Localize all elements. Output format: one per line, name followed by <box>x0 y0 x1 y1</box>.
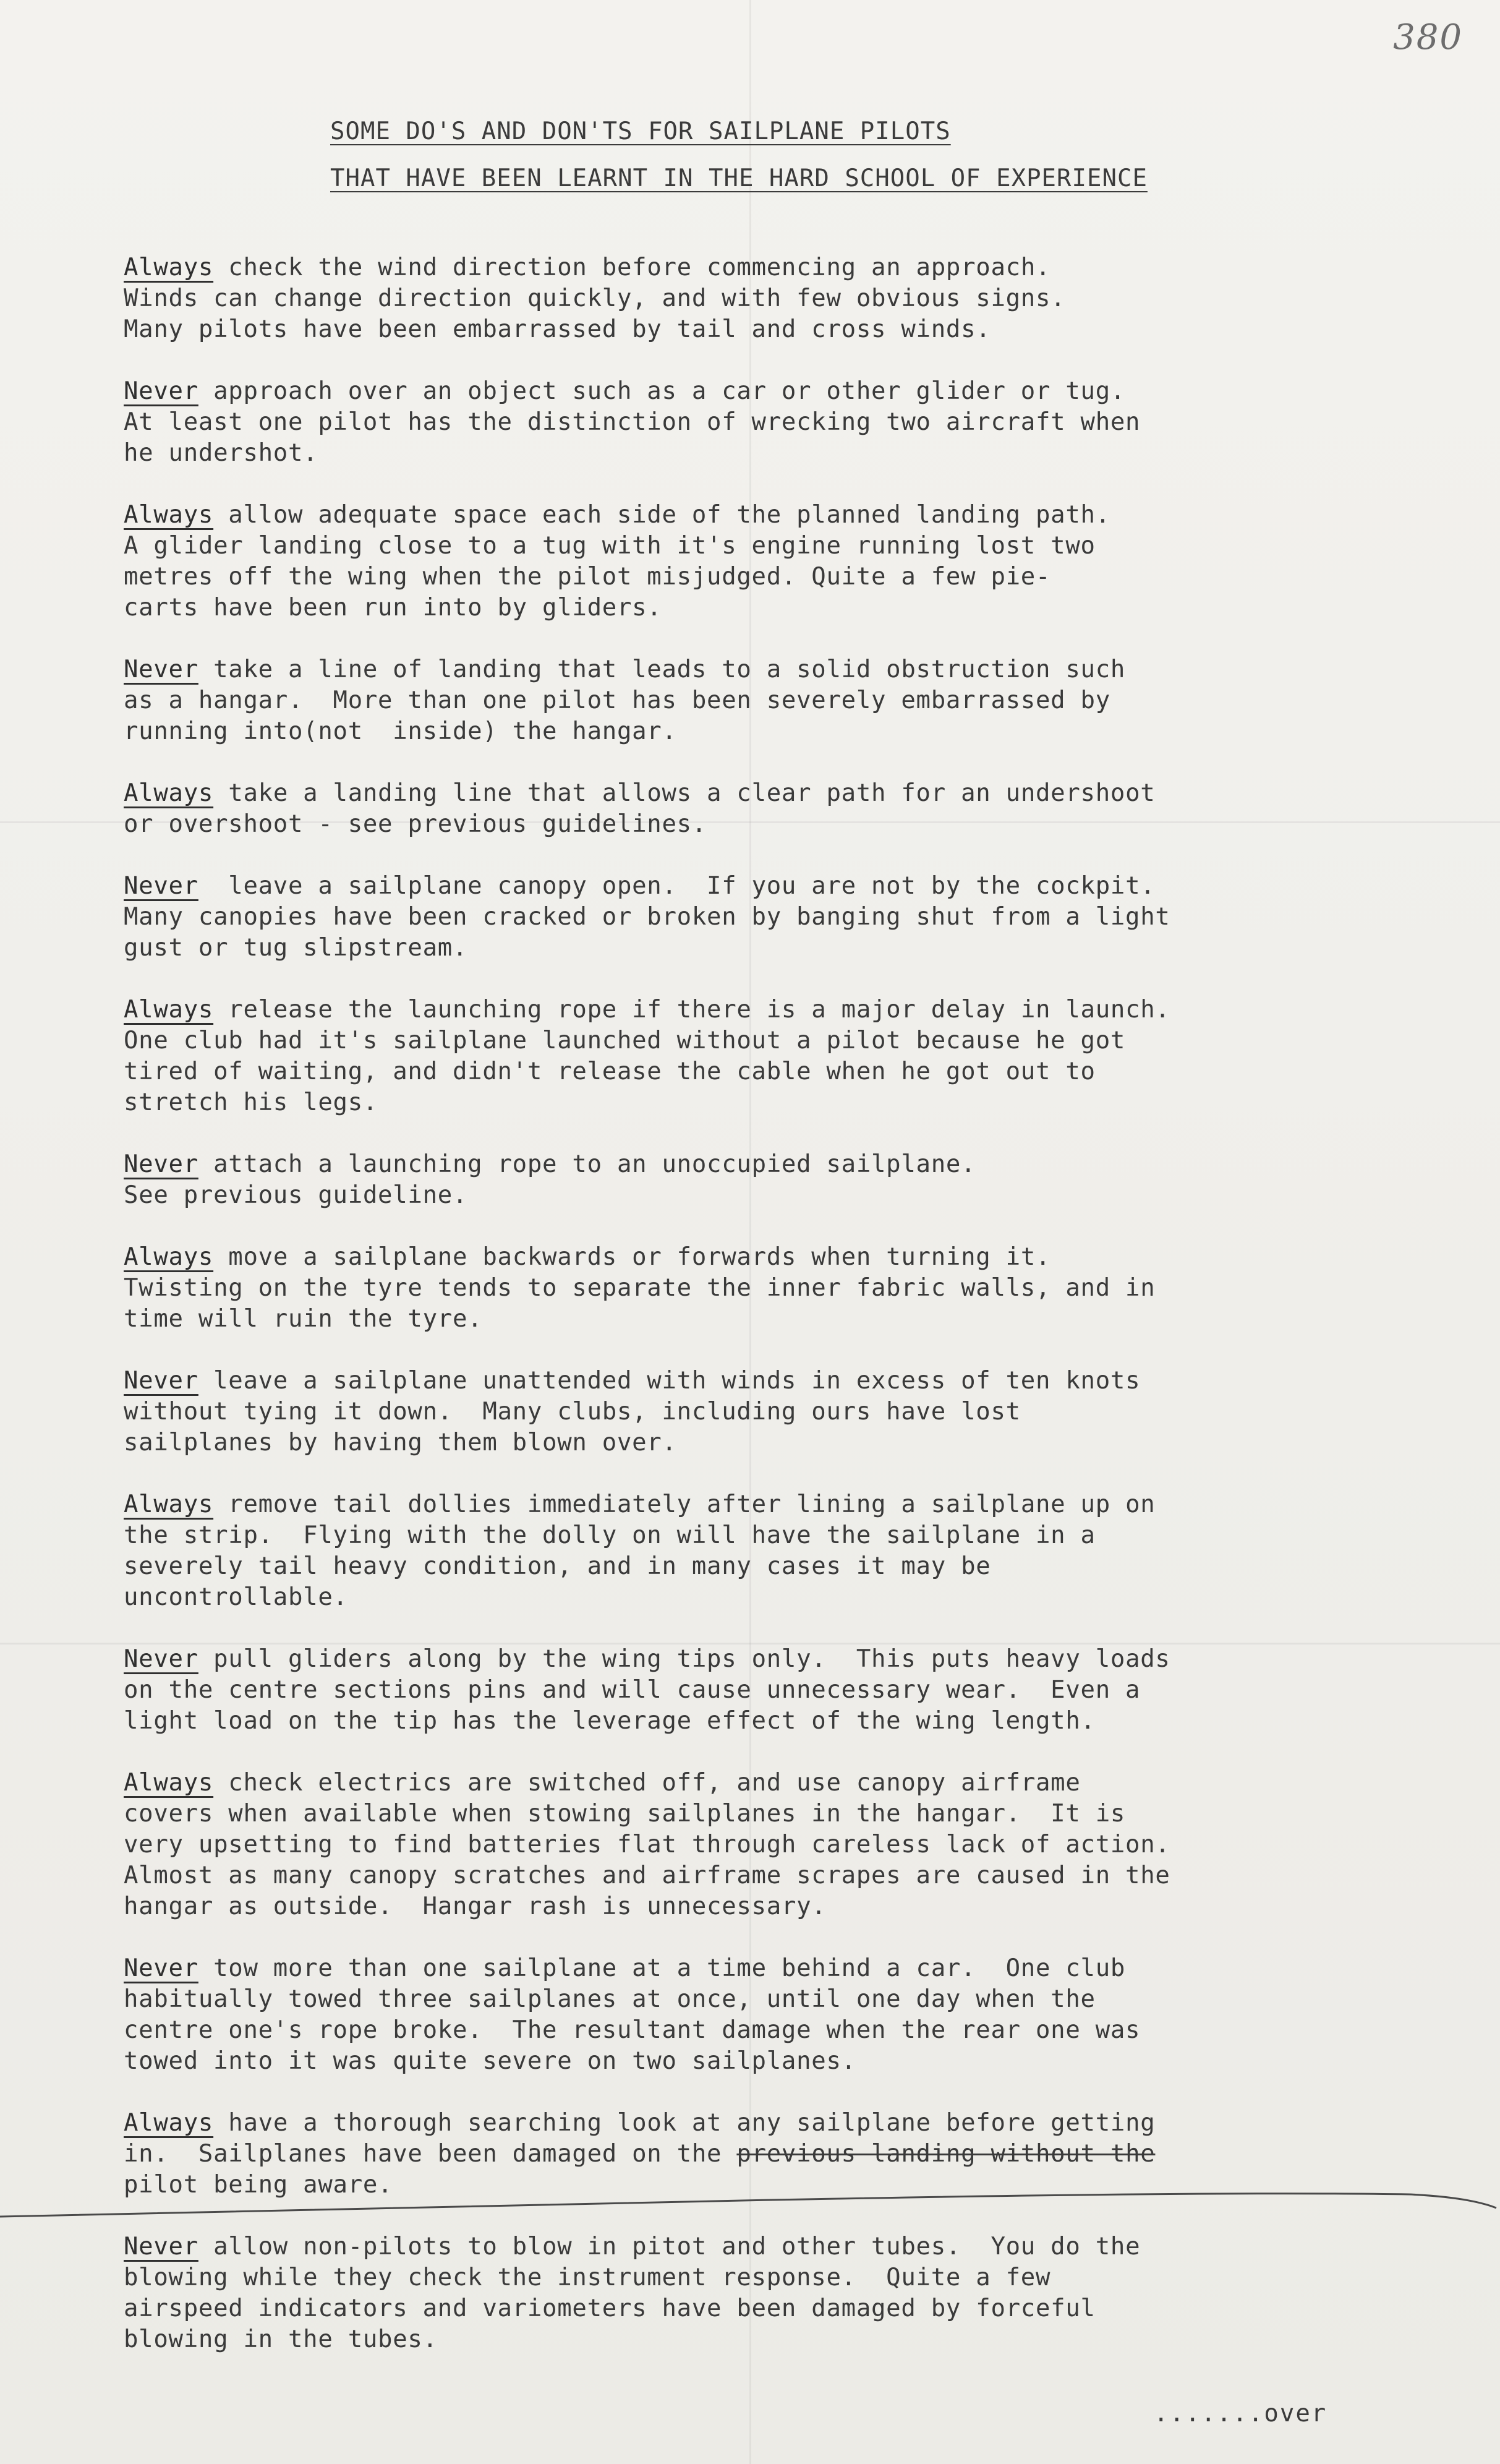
continued-over-note: .......over <box>1154 2400 1327 2428</box>
guideline-text: centre one's rope broke. The resultant damage when the rear one was <box>124 2016 1141 2044</box>
guideline-line <box>124 1799 1441 1829</box>
guideline-text: time will ruin the tyre. <box>124 1305 483 1333</box>
guideline-keyword: Always <box>124 1769 214 1797</box>
guideline-line <box>124 1056 1441 1087</box>
guideline-keyword: Always <box>124 1491 214 1518</box>
guideline-text: leave a sailplane canopy open. If you are not by the cockpit. <box>198 872 1156 900</box>
guideline-entry <box>124 1242 1441 1335</box>
document-title-line-1 <box>330 118 1332 145</box>
handwritten-page-number: 380 <box>1393 17 1463 58</box>
guideline-line <box>124 1551 1441 1582</box>
guideline-text: gust or tug slipstream. <box>124 934 468 962</box>
guideline-entry <box>124 376 1441 469</box>
guideline-text: A glider landing close to a tug with it's engine running lost two <box>124 532 1096 560</box>
guideline-text: blowing while they check the instrument response. Quite a few <box>124 2264 1051 2291</box>
guideline-line <box>124 1984 1441 2015</box>
guideline-line: pilot being aware. <box>124 2171 393 2199</box>
guideline-entry <box>124 2231 1441 2355</box>
guideline-keyword: Always <box>124 779 214 807</box>
guideline-line <box>124 1242 1441 1273</box>
hand-drawn-pen-line <box>0 2165 1500 2239</box>
guideline-line <box>124 685 1441 716</box>
guideline-line <box>124 2262 1441 2293</box>
guideline-text: take a line of landing that leads to a solid obstruction such <box>198 656 1126 683</box>
guideline-text: very upsetting to find batteries flat through careless lack of action. <box>124 1831 1170 1859</box>
guideline-keyword: Always <box>124 501 214 529</box>
document-title-line-2 <box>330 165 1332 192</box>
guideline-line <box>124 902 1441 933</box>
guideline-text: severely tail heavy condition, and in many cases it may be <box>124 1552 991 1580</box>
guideline-keyword: Never <box>124 1367 198 1395</box>
guideline-line <box>124 654 1441 685</box>
guideline-text: the strip. Flying with the dolly on will have the sailplane in a <box>124 1521 1096 1549</box>
title-text: THAT HAVE BEEN LEARNT IN THE HARD SCHOOL OF EXPERIENCE <box>330 165 1148 192</box>
guideline-line <box>124 1025 1441 1056</box>
guideline-entry <box>124 1489 1441 1613</box>
guideline-line <box>124 1582 1441 1613</box>
guideline-line <box>124 592 1441 623</box>
guideline-text: sailplanes by having them blown over. <box>124 1429 677 1457</box>
guideline-text: he undershot. <box>124 439 318 467</box>
guideline-line <box>124 1891 1441 1922</box>
guideline-line <box>124 2108 1441 2139</box>
guideline-line <box>124 2293 1441 2324</box>
guideline-text: At least one pilot has the distinction of wrecking two aircraft when <box>124 408 1141 436</box>
guideline-line <box>124 1087 1441 1118</box>
guideline-entry <box>124 1644 1441 1737</box>
guideline-list <box>124 252 1441 2386</box>
guideline-entry <box>124 995 1441 1118</box>
guideline-text: release the launching rope if there is a major delay in launch. <box>213 996 1170 1024</box>
guideline-text: Almost as many canopy scratches and airframe scrapes are caused in the <box>124 1862 1170 1889</box>
guideline-text: or overshoot - see previous guidelines. <box>124 810 707 838</box>
guideline-line <box>124 1860 1441 1891</box>
guideline-line <box>124 716 1441 747</box>
guideline-line <box>124 1397 1441 1427</box>
guideline-text: habitually towed three sailplanes at once, until one day when the <box>124 1985 1096 2013</box>
guideline-line <box>124 438 1441 469</box>
guideline-line <box>124 531 1441 562</box>
guideline-text: towed into it was quite severe on two sailplanes. <box>124 2047 856 2075</box>
guideline-keyword: Always <box>124 996 214 1024</box>
guideline-text: tired of waiting, and didn't release the cable when he got out to <box>124 1058 1096 1085</box>
guideline-text: pull gliders along by the wing tips only. This puts heavy loads <box>198 1645 1170 1673</box>
guideline-text: Winds can change direction quickly, and with few obvious signs. <box>124 284 1066 312</box>
guideline-keyword: Always <box>124 1243 214 1271</box>
guideline-text: take a landing line that allows a clear path for an undershoot <box>213 779 1156 807</box>
guideline-text: allow non-pilots to blow in pitot and other tubes. You do the <box>198 2233 1141 2261</box>
guideline-line <box>124 995 1441 1025</box>
guideline-entry <box>124 500 1441 623</box>
guideline-text: running into(not inside) the hangar. <box>124 717 677 745</box>
guideline-line <box>124 314 1441 345</box>
guideline-text: leave a sailplane unattended with winds in excess of ten knots <box>198 1367 1141 1395</box>
guideline-text: move a sailplane backwards or forwards when turning it. <box>213 1243 1051 1271</box>
guideline-text: hangar as outside. Hangar rash is unnecessary. <box>124 1893 827 1920</box>
guideline-line <box>124 1427 1441 1458</box>
guideline-line <box>124 871 1441 902</box>
guideline-line <box>124 1706 1441 1737</box>
guideline-text: metres off the wing when the pilot misjudged. Quite a few pie- <box>124 563 1051 591</box>
guideline-line <box>124 2324 1441 2355</box>
guideline-text: Many canopies have been cracked or broken by banging shut from a light <box>124 903 1170 931</box>
guideline-text: have a thorough searching look at any sailplane before getting <box>213 2109 1156 2137</box>
title-text: SOME DO'S AND DON'TS FOR SAILPLANE PILOTS <box>330 118 951 145</box>
guideline-text: Many pilots have been embarrassed by tail and cross winds. <box>124 315 991 343</box>
guideline-text: check electrics are switched off, and use canopy airframe <box>213 1769 1081 1797</box>
guideline-line <box>124 1768 1441 1799</box>
guideline-line <box>124 1180 1441 1211</box>
guideline-keyword: Never <box>124 656 198 683</box>
guideline-text: blowing in the tubes. <box>124 2325 438 2353</box>
guideline-line <box>124 1489 1441 1520</box>
guideline-line <box>124 2046 1441 2077</box>
guideline-text: covers when available when stowing sailplanes in the hangar. It is <box>124 1800 1126 1828</box>
guideline-text: on the centre sections pins and will cause unnecessary wear. Even a <box>124 1676 1141 1704</box>
guideline-text: approach over an object such as a car or other glider or tug. <box>198 377 1126 405</box>
guideline-entry <box>124 654 1441 747</box>
guideline-text: carts have been run into by gliders. <box>124 594 662 622</box>
guideline-keyword: Never <box>124 377 198 405</box>
guideline-text: stretch his legs. <box>124 1089 378 1116</box>
guideline-text: uncontrollable. <box>124 1583 348 1611</box>
guideline-text: Twisting on the tyre tends to separate the inner fabric walls, and in <box>124 1274 1156 1302</box>
guideline-line <box>124 1304 1441 1335</box>
guideline-line <box>124 1829 1441 1860</box>
guideline-line <box>124 407 1441 438</box>
guideline-line <box>124 1273 1441 1304</box>
guideline-text: remove tail dollies immediately after lining a sailplane up on <box>213 1491 1156 1518</box>
guideline-entry <box>124 1149 1441 1211</box>
guideline-line <box>124 1953 1441 1984</box>
guideline-text: tow more than one sailplane at a time behind a car. One club <box>198 1954 1126 1982</box>
guideline-keyword: Always <box>124 2109 214 2137</box>
guideline-line <box>124 778 1441 809</box>
guideline-text: See previous guideline. <box>124 1181 468 1209</box>
guideline-keyword: Never <box>124 1150 198 1178</box>
guideline-text: attach a launching rope to an unoccupied sailplane. <box>198 1150 976 1178</box>
guideline-entry <box>124 252 1441 345</box>
guideline-line <box>124 1675 1441 1706</box>
guideline-keyword: Never <box>124 1954 198 1982</box>
guideline-entry <box>124 778 1441 840</box>
guideline-line <box>124 283 1441 314</box>
guideline-line <box>124 2015 1441 2046</box>
guideline-line <box>124 252 1441 283</box>
guideline-keyword: Never <box>124 1645 198 1673</box>
guideline-line <box>124 1149 1441 1180</box>
struck-through-text: previous landing without the <box>736 2140 1156 2168</box>
guideline-entry <box>124 1953 1441 2077</box>
guideline-text: as a hangar. More than one pilot has been severely embarrassed by <box>124 687 1110 714</box>
guideline-line <box>124 500 1441 531</box>
guideline-entry <box>124 1768 1441 1922</box>
guideline-line <box>124 933 1441 964</box>
guideline-text: allow adequate space each side of the planned landing path. <box>213 501 1110 529</box>
guideline-keyword: Always <box>124 254 214 281</box>
guideline-line <box>124 1644 1441 1675</box>
guideline-keyword: Never <box>124 872 198 900</box>
guideline-entry <box>124 871 1441 964</box>
guideline-text: in. Sailplanes have been damaged on the <box>124 2140 737 2168</box>
guideline-line <box>124 1366 1441 1397</box>
guideline-line <box>124 376 1441 407</box>
guideline-entry <box>124 1366 1441 1458</box>
guideline-text: light load on the tip has the leverage effect of the wing length. <box>124 1707 1096 1735</box>
guideline-text: airspeed indicators and variometers have been damaged by forceful <box>124 2295 1096 2322</box>
guideline-line <box>124 809 1441 840</box>
guideline-text: check the wind direction before commencing an approach. <box>213 254 1051 281</box>
guideline-line <box>124 1520 1441 1551</box>
guideline-keyword: Never <box>124 2233 198 2261</box>
guideline-text: One club had it's sailplane launched without a pilot because he got <box>124 1027 1126 1054</box>
guideline-text: without tying it down. Many clubs, including ours have lost <box>124 1398 1021 1426</box>
guideline-line <box>124 562 1441 592</box>
